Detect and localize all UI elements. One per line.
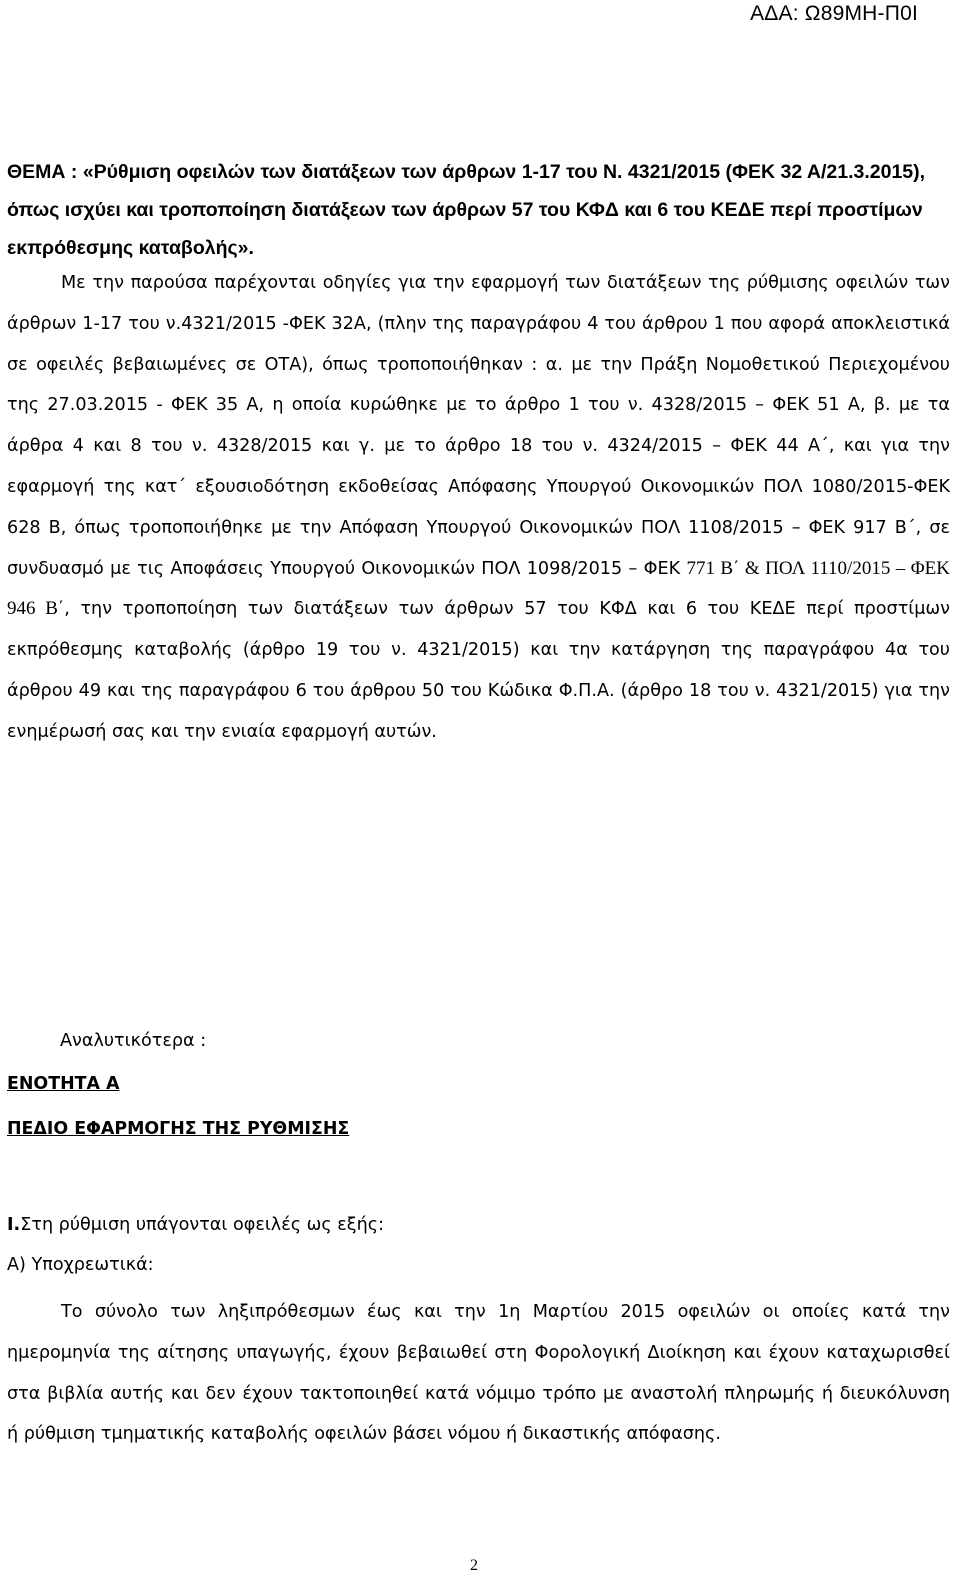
- intro-text-serif: 771 Β΄ & ΠΟΛ 1110/2015 – ΦΕΚ 946 Β΄: [7, 557, 950, 620]
- intro-paragraph: [7, 263, 950, 753]
- item-i-text: Στη ρύθμιση υπάγονται οφειλές ως εξής:: [20, 1215, 384, 1235]
- ada-code: ΑΔΑ: Ω89ΜΗ-Π0Ι: [750, 2, 918, 25]
- mandatory-paragraph: Το σύνολο των ληξιπρόθεσμων έως και την 1η Μαρτίου 2015 οφειλών οι οποίες κατά την ημερομηνία της αίτησης υπαγωγής, έχουν βεβαιωθεί στη Φορολογική Διοίκηση και έχουν καταχωρισθεί στα βιβλία αυτής και δεν έχουν τακτοποιηθεί κατά νόμιμο τρόπο με αναστολή πληρωμής ή διευκόλυνση ή ρύθμιση τμηματικής καταβολής οφειλών βάσει νόμου ή δικαστικής απόφασης.: [7, 1302, 950, 1445]
- intro-text-part3: , την τροποποίηση των διατάξεων των άρθρων 57 του ΚΦΔ και 6 του ΚΕΔΕ περί προστίμων εκπρόθεσμης καταβολής (άρθρο 19 του ν. 4321/2015) και την κατάργηση της παραγράφου 4α του άρθρου 49 και της παραγράφου 6 του άρθρου 50 του Κώδικα Φ.Π.Α. (άρθρο 18 του ν. 4321/2015) για την ενημέρωσή σας και την ενιαία εφαρμογή αυτών.: [7, 599, 950, 742]
- section-subtitle: ΠΕΔΙΟ ΕΦΑΡΜΟΓΗΣ ΤΗΣ ΡΥΘΜΙΣΗΣ: [7, 1119, 350, 1139]
- item-i-marker: Ι.: [7, 1215, 21, 1235]
- analytikotera-label: Αναλυτικότερα :: [60, 1031, 207, 1051]
- subject-heading: ΘΕΜΑ : «Ρύθμιση οφειλών των διατάξεων των άρθρων 1-17 του Ν. 4321/2015 (ΦΕΚ 32 Α/21.3.2015), όπως ισχύει και τροποποίηση διατάξεων των άρθρων 57 του ΚΦΔ και 6 του ΚΕΔΕ περί προστίμων εκπρόθεσμης καταβολής».: [7, 161, 926, 259]
- item-a: Α) Υποχρεωτικά:: [7, 1255, 154, 1275]
- section-title: ΕΝΟΤΗΤΑ Α: [7, 1074, 120, 1094]
- intro-text-part1: Με την παρούσα παρέχονται οδηγίες για την εφαρμογή των διατάξεων της ρύθμισης οφειλών των άρθρων 1-17 του ν.4321/2015 -ΦΕΚ 32Α, (πλην της παραγράφου 4 του άρθρου 1 που αφορά αποκλειστικά σε οφειλές βεβαιωμένες σε ΟΤΑ), όπως τροποποιήθηκαν : α. με την Πράξη Νομοθετικού Περιεχομένου της 27.03.2015 - ΦΕΚ 35 Α, η οποία κυρώθηκε με το άρθρο 1 του ν. 4328/2015 – ΦΕΚ 51 Α, β. με τα άρθρα 4 και 8 του ν. 4328/2015 και γ. με το άρθρο 18 του ν. 4324/2015 – ΦΕΚ 44 Α΄, και για την εφαρμογή της κατ΄ εξουσιοδότηση εκδοθείσας Απόφασης Υπουργού Οικονομικών ΠΟΛ 1080/2015-ΦΕΚ 628 Β, όπως τροποποιήθηκε με την Απόφαση Υπουργού Οικονομικών ΠΟΛ 1108/2015 – ΦΕΚ 917 Β΄, σε συνδυασμό με τις Αποφάσεις Υπουργού Οικονομικών ΠΟΛ 1098/2015 – ΦΕΚ: [7, 273, 950, 579]
- item-i: [7, 1212, 384, 1238]
- page-number: 2: [470, 1557, 478, 1574]
